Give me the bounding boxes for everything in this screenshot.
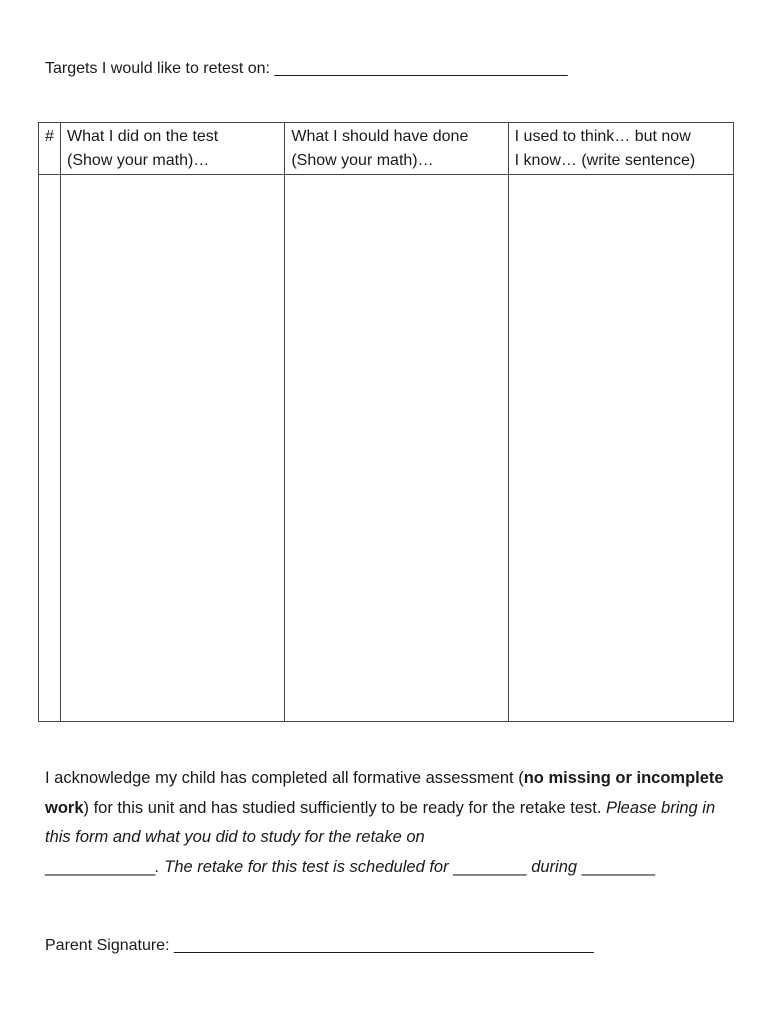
- header-number: [39, 123, 61, 175]
- header-what-i-did-line2: (Show your math)…: [67, 152, 210, 169]
- ack-text-1: I acknowledge my child has completed all formative assessment (: [45, 769, 524, 787]
- signature-line: [45, 937, 593, 955]
- header-number-label: #: [45, 128, 54, 145]
- header-what-i-did: [61, 123, 285, 175]
- header-should-have-done: [285, 123, 508, 175]
- ack-italic-3: during: [526, 857, 582, 876]
- targets-line: [45, 60, 567, 78]
- table-row: [39, 175, 734, 722]
- ack-bold-text: no missing or incomplete work: [45, 769, 724, 817]
- header-used-to-think-line1: I used to think… but now: [514, 128, 691, 145]
- header-should-have-done-line2: (Show your math)…: [291, 152, 434, 169]
- targets-blank[interactable]: _____________________________________: [274, 60, 567, 77]
- retest-table: [38, 122, 734, 722]
- acknowledgment-paragraph: [45, 764, 735, 882]
- scheduled-date-blank[interactable]: ________: [453, 857, 527, 876]
- cell-used-to-think[interactable]: [508, 175, 733, 722]
- signature-label: Parent Signature:: [45, 937, 170, 954]
- table-header-row: [39, 123, 734, 175]
- ack-italic-2: . The retake for this test is scheduled for: [155, 857, 454, 876]
- ack-italic-1: Please bring in this form and what you did to study for the retake on: [45, 798, 716, 846]
- signature-blank[interactable]: _____________________________________________________: [173, 937, 593, 954]
- header-used-to-think: [508, 123, 733, 175]
- retake-date-blank[interactable]: ____________: [45, 857, 156, 876]
- header-what-i-did-line1: What I did on the test: [67, 128, 219, 145]
- targets-label: Targets I would like to retest on:: [45, 60, 270, 77]
- cell-should-have-done[interactable]: [285, 175, 508, 722]
- scheduled-period-blank[interactable]: ________: [581, 857, 656, 876]
- header-used-to-think-line2: I know… (write sentence): [514, 152, 696, 169]
- header-should-have-done-line1: What I should have done: [291, 128, 469, 145]
- cell-number[interactable]: [39, 175, 61, 722]
- cell-what-i-did[interactable]: [61, 175, 285, 722]
- ack-text-2: ) for this unit and has studied sufficiently to be ready for the retake test.: [83, 798, 606, 817]
